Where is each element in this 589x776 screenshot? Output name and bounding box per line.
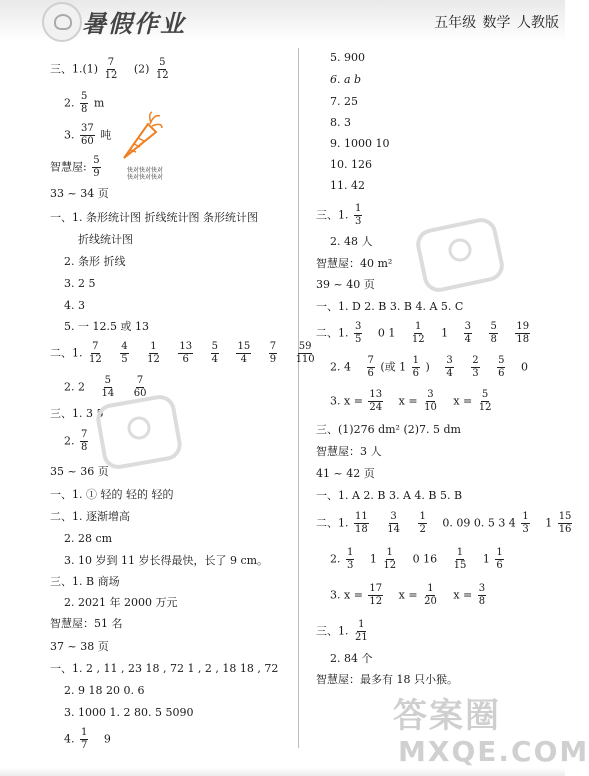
answer-line: 10. 126 — [330, 158, 372, 171]
page-range-heading: 33 ~ 34 页 — [50, 187, 109, 200]
watermark-text: 答案圈 — [393, 696, 501, 736]
bottom-band — [0, 768, 565, 776]
answer-line: 3. 10 岁到 11 岁长得最快，长了 9 cm。 — [64, 554, 269, 567]
answer-line: 三、1. B 商场 — [50, 575, 120, 588]
answer-line: 3. $\frac{37}{60}$ 吨 — [64, 123, 112, 147]
answer-line: 智慧屋：最多有 18 只小猴。 — [316, 673, 458, 686]
answer-line: 二、1. $\frac{11}{18}$ $\frac{3}{14}$ $\frac{1}{2}$ 0. 09 0. 5 3 4 $\frac{1}{3}$ 1 $\frac{15}{16}$ — [316, 511, 572, 535]
answer-line: 2. 28 cm — [64, 532, 113, 545]
mascot-stamp-icon — [418, 222, 502, 288]
answer-line: 2. $\frac{5}{8}$ m — [64, 91, 105, 115]
answer-line: 6. a b — [330, 73, 362, 86]
answer-line: 三、1. $\frac{1}{3}$ — [316, 203, 362, 227]
answer-line: 7. 25 — [330, 95, 358, 108]
carrot-illustration-icon — [118, 112, 164, 164]
answer-line: 11. 42 — [330, 179, 365, 192]
header-subject: 数学 — [482, 15, 511, 31]
page-range-heading: 37 ~ 38 页 — [50, 640, 109, 653]
answer-line: 一、1. ① 轻的 轻的 轻的 — [50, 488, 174, 501]
answer-line: 2. 2 $\frac{5}{14}$ $\frac{7}{60}$ — [64, 375, 147, 399]
mascot-logo-icon — [42, 2, 82, 42]
answer-line: 3. x = $\frac{17}{12}$ x = $\frac{1}{20}$ x = $\frac{3}{8}$ — [330, 583, 486, 607]
header-meta — [434, 12, 559, 32]
watermark-url: MXQE.COM — [398, 735, 589, 768]
page-range-heading: 41 ~ 42 页 — [316, 467, 375, 480]
answer-line: 三、1. $\frac{1}{21}$ — [316, 619, 368, 643]
header-edition: 人教版 — [517, 15, 559, 31]
answer-line: 3. 2 5 — [64, 277, 96, 290]
header-title: 暑假作业 — [82, 10, 186, 38]
answer-line: 2. 条形 折线 — [64, 255, 126, 268]
answer-line: 5. 900 — [330, 51, 365, 64]
page-header — [0, 0, 565, 42]
answer-line: 一、1. A 2. B 3. A 4. B 5. B — [316, 489, 463, 502]
answer-line: 一、1. 2 , 11 , 23 18 , 72 1 , 2 , 18 18 , 72 — [50, 662, 279, 675]
answer-line: 智慧屋：3 人 — [316, 445, 382, 458]
answer-line: 二、1. $\frac{7}{12}$ $\frac{4}{5}$ $\frac{1}{12}$ $\frac{13}{6}$ $\frac{5}{4}$ $\frac{15}{4}$ $\frac{7}{9}$ $\frac{59}{110}$ — [50, 341, 315, 365]
answer-line: 8. 3 — [330, 116, 351, 129]
answer-line: 2. $\frac{7}{8}$ — [64, 429, 88, 453]
header-grade: 五年级 — [434, 15, 477, 31]
answer-line: 3. x = $\frac{13}{24}$ x = $\frac{3}{10}$ x = $\frac{5}{12}$ — [330, 389, 492, 413]
answer-line: 三、1. 3 5 — [50, 407, 104, 420]
answer-line: 2. 4 $\frac{7}{6}$ (或 1 $\frac{1}{6}$ ) $\frac{3}{4}$ $\frac{2}{3}$ $\frac{5}{6}$ 0 — [330, 355, 528, 379]
answer-line: 一、1. 条形统计图 折线统计图 条形统计图 — [50, 211, 258, 224]
answer-line: 一、1. D 2. B 3. B 4. A 5. C — [316, 300, 464, 313]
answer-line: 折线统计图 — [78, 233, 133, 246]
answer-line: 2. 2021 年 2000 万元 — [64, 596, 178, 609]
answer-line: 2. 9 18 20 0. 6 — [64, 684, 145, 697]
answer-line: 二、1. 逐渐增高 — [50, 510, 130, 523]
mascot-stamp-icon — [98, 398, 180, 468]
answer-line: 三、1.(1) $\frac{7}{12}$ (2) $\frac{5}{12}$ — [50, 57, 169, 81]
answer-line: 4. $\frac{1}{7}$ 9 — [64, 727, 111, 751]
carrot-note: 快对快对快对 快对快对快对 — [127, 167, 164, 182]
answer-line: 5. 一 12.5 或 13 — [64, 320, 149, 333]
answer-line: 智慧屋: $\frac{5}{9}$ — [50, 155, 100, 179]
answer-line: 4. 3 — [64, 299, 85, 312]
page-range-heading: 39 ~ 40 页 — [316, 278, 375, 291]
answer-line: 3. 1000 1. 2 80. 5 5090 — [64, 706, 194, 719]
answer-line: 三、(1)276 dm² (2)7. 5 dm — [316, 423, 461, 436]
page-range-heading: 35 ~ 36 页 — [50, 465, 109, 478]
answer-line: 智慧屋：51 名 — [50, 617, 123, 630]
answer-line: 2. $\frac{1}{3}$ 1 $\frac{1}{12}$ 0 16 $\frac{1}{15}$ 1 $\frac{1}{6}$ — [330, 547, 503, 571]
answer-line: 2. 84 个 — [330, 652, 373, 665]
answer-line: 智慧屋：40 m² — [316, 257, 393, 270]
answer-line: 二、1. $\frac{3}{5}$ 0 1 $\frac{1}{12}$ 1 $\frac{3}{4}$ $\frac{5}{8}$ $\frac{19}{18}$ — [316, 321, 530, 345]
column-divider — [298, 48, 299, 748]
answer-line: 9. 1000 10 — [330, 137, 390, 150]
answer-line: 2. 48 人 — [330, 235, 373, 248]
